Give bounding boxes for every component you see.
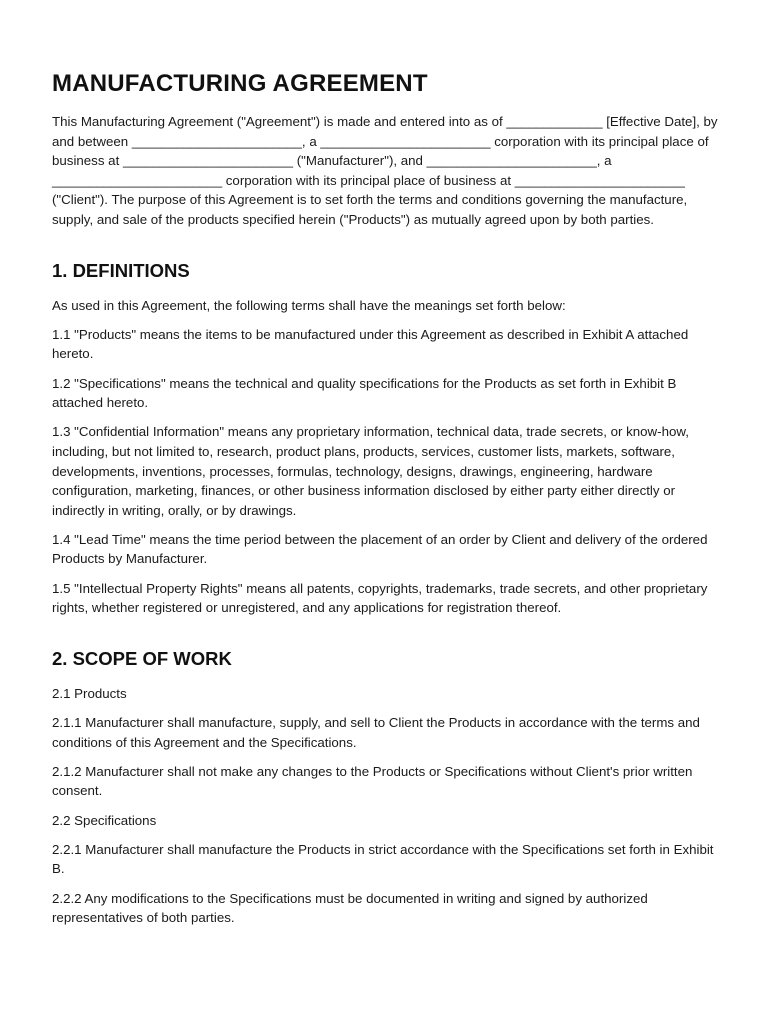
paragraph: 1.3 "Confidential Information" means any proprietary information, technical data, trade secrets, or know-how, including, but not limited to, research, product plans, products, services, customer lists, markets, software, developments, inventions, processes, formulas, technology, designs, drawings, engineering, hardware configuration, marketing, finances, or other business information disclosed by either party either directly or indirectly in writing, orally, or by drawings. [52, 424, 689, 518]
paragraph: 2.2 Specifications [52, 812, 157, 828]
paragraph: 1.4 "Lead Time" means the time period between the placement of an order by Client and delivery of the ordered Products by Manufacturer. [52, 531, 708, 567]
paragraph: 2.1 Products [52, 685, 127, 701]
section-scope-of-work [52, 648, 718, 928]
intro-paragraph: This Manufacturing Agreement ("Agreement") is made and entered into as of _____________ [Effective Date], by and between _______________________, a _______________________ corporation with its principal place of business at _______________________ ("Manufacturer"), and _______________________, a _______________________ corporation with its principal place of business at _______________________ ("Client"). The purpose of this Agreement is to set forth the terms and conditions governing the manufacture, supply, and sale of the products specified herein ("Products") as mutually agreed upon by both parties. [52, 114, 718, 227]
paragraph: 1.2 "Specifications" means the technical and quality specifications for the Products as set forth in Exhibit B attached hereto. [52, 375, 677, 411]
paragraph: 1.5 "Intellectual Property Rights" means all patents, copyrights, trademarks, trade secrets, and other proprietary rights, whether registered or unregistered, and any applications for registration thereof. [52, 580, 708, 616]
paragraph: 1.1 "Products" means the items to be manufactured under this Agreement as described in Exhibit A attached hereto. [52, 326, 689, 362]
paragraph: As used in this Agreement, the following terms shall have the meanings set forth below: [52, 297, 566, 313]
section-heading: 1. DEFINITIONS [52, 259, 190, 281]
paragraph: 2.1.1 Manufacturer shall manufacture, supply, and sell to Client the Products in accordance with the terms and conditions of this Agreement and the Specifications. [52, 715, 700, 750]
document-title: MANUFACTURING AGREEMENT [52, 70, 428, 97]
section-heading: 2. SCOPE OF WORK [52, 647, 232, 669]
paragraph: 2.2.1 Manufacturer shall manufacture the Products in strict accordance with the Specifications set forth in Exhibit B. [52, 841, 714, 877]
paragraph: 2.2.2 Any modifications to the Specifications must be documented in writing and signed by authorized representatives of both parties. [52, 890, 648, 926]
section-definitions [52, 260, 718, 618]
paragraph: 2.1.2 Manufacturer shall not make any changes to the Products or Specifications without Client's prior written consent. [52, 763, 693, 799]
